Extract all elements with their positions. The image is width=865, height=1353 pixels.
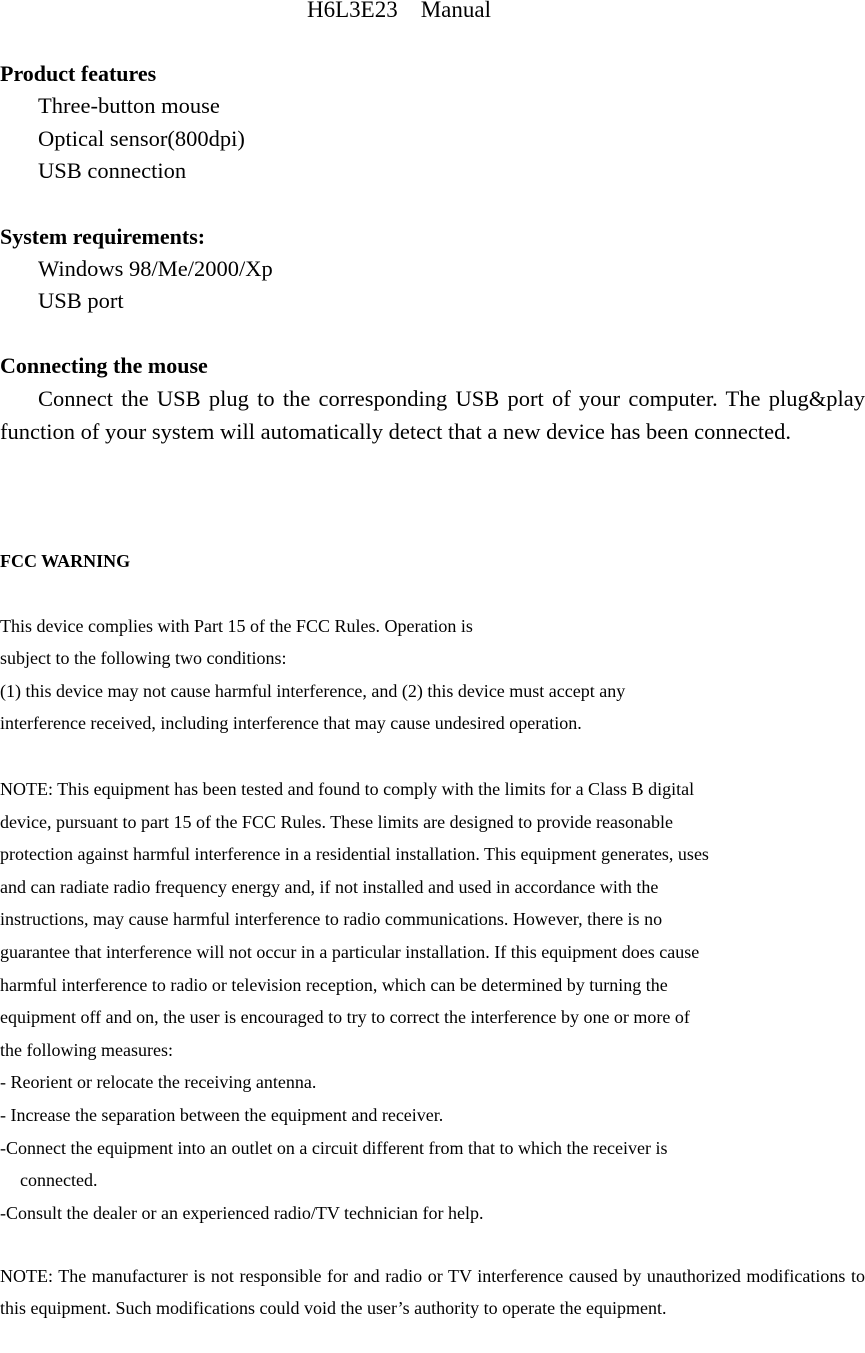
fcc-compliance-line: subject to the following two conditions: (0, 648, 287, 668)
feature-item: Three-button mouse (38, 93, 220, 118)
fcc-note-line: device, pursuant to part 15 of the FCC Rules. These limits are designed to provide reasonable (0, 811, 674, 832)
fcc-note-line: instructions, may cause harmful interference to radio communications. However, there is no (0, 909, 663, 930)
measure-item: - Reorient or relocate the receiving antenna. (0, 1072, 317, 1093)
fcc-note-line: harmful interference to radio or television reception, which can be determined by turning the (0, 974, 668, 995)
connecting-heading: Connecting the mouse (0, 353, 208, 378)
fcc-note-line: protection against harmful interference in a residential installation. This equipment generates, uses (0, 844, 709, 865)
fcc-compliance-line: (1) this device may not cause harmful interference, and (2) this device must accept any (0, 681, 626, 701)
measure-item-continuation: connected. (20, 1170, 98, 1191)
requirement-item: Windows 98/Me/2000/Xp (38, 256, 273, 281)
requirement-item: USB port (38, 288, 124, 313)
fcc-warning-heading: FCC WARNING (0, 551, 131, 571)
fcc-note-line: and can radiate radio frequency energy and, if not installed and used in accordance with the (0, 876, 659, 897)
manufacturer-note: NOTE: The manufacturer is not responsible for and radio or TV interference caused by unauthorized modifications to this equipment. Such modifications could void the user’s authority to operate the equipment. (0, 1266, 865, 1318)
fcc-note-line: equipment off and on, the user is encouraged to try to correct the interference by one or more of (0, 1007, 690, 1028)
feature-item: Optical sensor(800dpi) (38, 126, 245, 151)
measure-item: -Connect the equipment into an outlet on a circuit different from that to which the receiver is (0, 1137, 668, 1158)
system-requirements-heading: System requirements: (0, 224, 206, 249)
fcc-compliance-line: interference received, including interference that may cause undesired operation. (0, 713, 582, 733)
measure-item: - Increase the separation between the equipment and receiver. (0, 1104, 444, 1125)
feature-item: USB connection (38, 158, 187, 183)
connecting-paragraph: Connect the USB plug to the corresponding USB port of your computer. The plug&play function of your system will automatically detect that a new device has been connected. (0, 386, 865, 444)
fcc-note-line: guarantee that interference will not occur in a particular installation. If this equipment does cause (0, 941, 700, 962)
fcc-note-line: NOTE: This equipment has been tested and found to comply with the limits for a Class B digital (0, 779, 695, 799)
fcc-note-line: the following measures: (0, 1039, 173, 1060)
fcc-compliance-line: This device complies with Part 15 of the FCC Rules. Operation is (0, 616, 473, 636)
product-features-heading: Product features (0, 61, 157, 86)
document-title: H6L3E23 Manual (307, 0, 491, 22)
measure-item: -Consult the dealer or an experienced radio/TV technician for help. (0, 1202, 484, 1223)
fcc-note-block (0, 773, 865, 1229)
